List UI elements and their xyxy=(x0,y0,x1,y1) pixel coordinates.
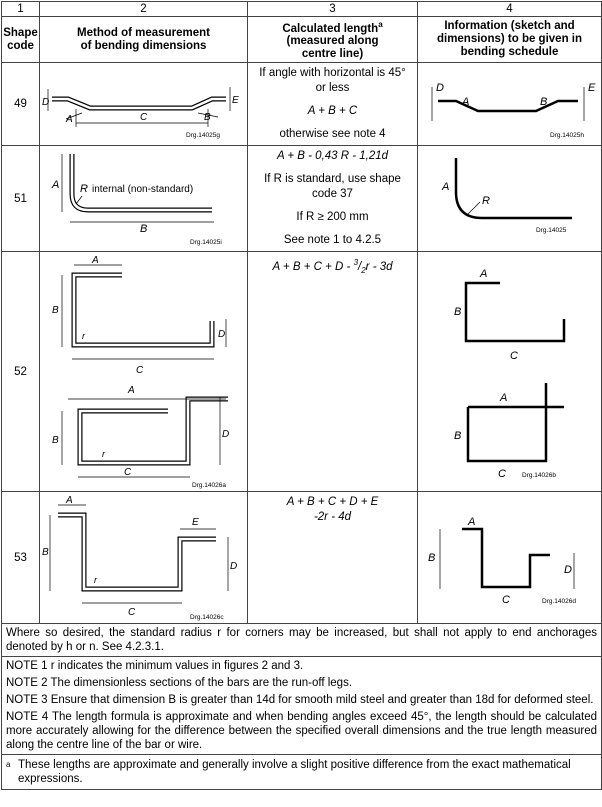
dim-label: E xyxy=(192,516,199,528)
dim-label: D xyxy=(222,428,230,440)
dim-label: C xyxy=(502,593,510,606)
dim-label: B xyxy=(428,551,436,564)
dim-label: A xyxy=(468,515,476,528)
header-row xyxy=(2,17,602,63)
footnote-row xyxy=(2,755,602,790)
schedule-figure xyxy=(418,252,602,492)
column-number-row xyxy=(2,2,602,17)
note-4: NOTE 4 The length formula is approximate and when bending angles exceed 45°, the length should be calculated more accurately allowing for the difference between the specified overall dimensions and the true length measured along the centre line of the bar or wire. xyxy=(6,711,597,751)
shape-code: 52 xyxy=(2,252,40,492)
dim-label: C xyxy=(140,112,148,123)
calculated-length: If angle with horizontal is 45° or less A + B + C otherwise see note 4 xyxy=(248,63,418,146)
dim-label: B xyxy=(52,304,59,316)
shape-51-method-sketch xyxy=(40,148,246,250)
radius-note: internal (non-standard) xyxy=(92,183,194,195)
shape-code: 51 xyxy=(2,146,40,252)
shape-row-51 xyxy=(2,146,602,252)
dim-label: B xyxy=(204,112,211,123)
dim-label: C xyxy=(136,364,144,376)
drawing-number: Drg.14026c xyxy=(190,613,224,621)
dim-label: B xyxy=(42,546,49,558)
method-figure xyxy=(40,63,248,146)
method-figure xyxy=(40,492,248,624)
dim-label: D xyxy=(436,82,444,94)
shape-52-method-sketch xyxy=(40,253,246,491)
header-method: Method of measurement of bending dimensions xyxy=(40,17,248,63)
header-calculated-length: Calculated length$^a$ (measured along centre line) xyxy=(248,17,418,63)
dim-label: C xyxy=(128,606,136,618)
drawing-number: Drg.14025h xyxy=(550,132,584,139)
dim-label: B xyxy=(454,305,462,318)
method-figure xyxy=(40,146,248,252)
note-1: NOTE 1 r indicates the minimum values in figures 2 and 3. xyxy=(6,660,304,672)
dim-label: D xyxy=(230,560,238,572)
drawing-number: Drg.14026b xyxy=(522,471,556,479)
general-note: Where so desired, the standard radius r for corners may be increased, but shall not apply to end anchorages denoted by h or n. See 4.2.3.1. xyxy=(2,624,602,657)
method-figure xyxy=(40,252,248,492)
dim-label: A xyxy=(52,178,60,191)
dim-label: B xyxy=(454,429,462,442)
drawing-number: Drg.14025i xyxy=(190,238,222,246)
footnote-text: These lengths are approximate and generally involve a slight positive difference from the exact mathematical expressions. xyxy=(18,759,571,785)
dim-label: C xyxy=(124,466,132,478)
dim-label: B xyxy=(140,222,148,235)
dim-label: E xyxy=(588,82,596,94)
dim-label: R xyxy=(80,182,88,195)
header-information: Information (sketch and dimensions) to be given in bending schedule xyxy=(418,17,602,63)
dim-label: A xyxy=(92,254,99,266)
dim-label: D xyxy=(218,328,226,340)
drawing-number: Drg.14026a xyxy=(192,481,226,489)
dim-label: B xyxy=(52,434,59,446)
col-number-1: 1 xyxy=(2,2,40,17)
bending-schedule-table xyxy=(1,1,602,790)
footnote-mark: a xyxy=(6,760,11,769)
dim-label: A xyxy=(128,384,135,396)
dim-label: r xyxy=(94,574,97,585)
general-note-row xyxy=(2,624,602,657)
calculated-length: A + B + C + D + E -2r - 4d xyxy=(248,492,418,624)
shape-52-schedule-sketch xyxy=(418,253,600,491)
dim-label: R xyxy=(482,194,490,207)
note-2: NOTE 2 The dimensionless sections of the bars are the run-off legs. xyxy=(6,677,353,689)
shape-row-49 xyxy=(2,63,602,146)
footnote-ref: a xyxy=(378,19,383,29)
drawing-number: Drg.14025g xyxy=(186,132,220,139)
dim-label: E xyxy=(232,95,239,106)
dim-label: A xyxy=(66,114,73,125)
shape-49-method-sketch xyxy=(40,65,246,143)
dim-label: r xyxy=(82,330,85,341)
dim-label: A xyxy=(480,267,488,280)
drawing-number: Drg.14025 xyxy=(536,226,567,234)
schedule-figure xyxy=(418,492,602,624)
schedule-figure xyxy=(418,146,602,252)
shape-51-schedule-sketch xyxy=(418,148,600,250)
dim-label: A xyxy=(442,180,450,193)
shape-53-schedule-sketch xyxy=(418,493,600,623)
footnote xyxy=(6,758,597,786)
col-number-4: 4 xyxy=(418,2,602,17)
calculated-length: A + B - 0,43 R - 1,21d If R is standard, use shape code 37 If R ≥ 200 mm See note 1 to 4.2.5 xyxy=(248,146,418,252)
shape-row-52 xyxy=(2,252,602,492)
note-3: NOTE 3 Ensure that dimension B is greater than 14d for smooth mild steel and greater than 18d for deformed steel. xyxy=(6,694,594,706)
dim-label: A xyxy=(500,391,508,404)
dim-label: D xyxy=(42,97,50,108)
dim-label: A xyxy=(66,494,73,506)
shape-row-53 xyxy=(2,492,602,624)
dim-label: D xyxy=(564,563,572,576)
shape-53-method-sketch xyxy=(40,493,246,623)
schedule-figure xyxy=(418,63,602,146)
dim-label: B xyxy=(540,96,548,108)
shape-49-schedule-sketch xyxy=(418,65,600,143)
drawing-number: Drg.14026d xyxy=(542,597,576,605)
header-shape-code: Shape code xyxy=(2,17,40,63)
col-number-2: 2 xyxy=(40,2,248,17)
shape-code: 53 xyxy=(2,492,40,624)
calculated-length: $A + B + C + D - ^3/_2r - 3d$ xyxy=(248,252,418,492)
col-number-3: 3 xyxy=(248,2,418,17)
dim-label: A xyxy=(462,96,470,108)
shape-code: 49 xyxy=(2,63,40,146)
dim-label: C xyxy=(510,349,518,362)
notes-row xyxy=(2,657,602,755)
dim-label: r xyxy=(102,448,105,459)
dim-label: C xyxy=(498,467,506,480)
